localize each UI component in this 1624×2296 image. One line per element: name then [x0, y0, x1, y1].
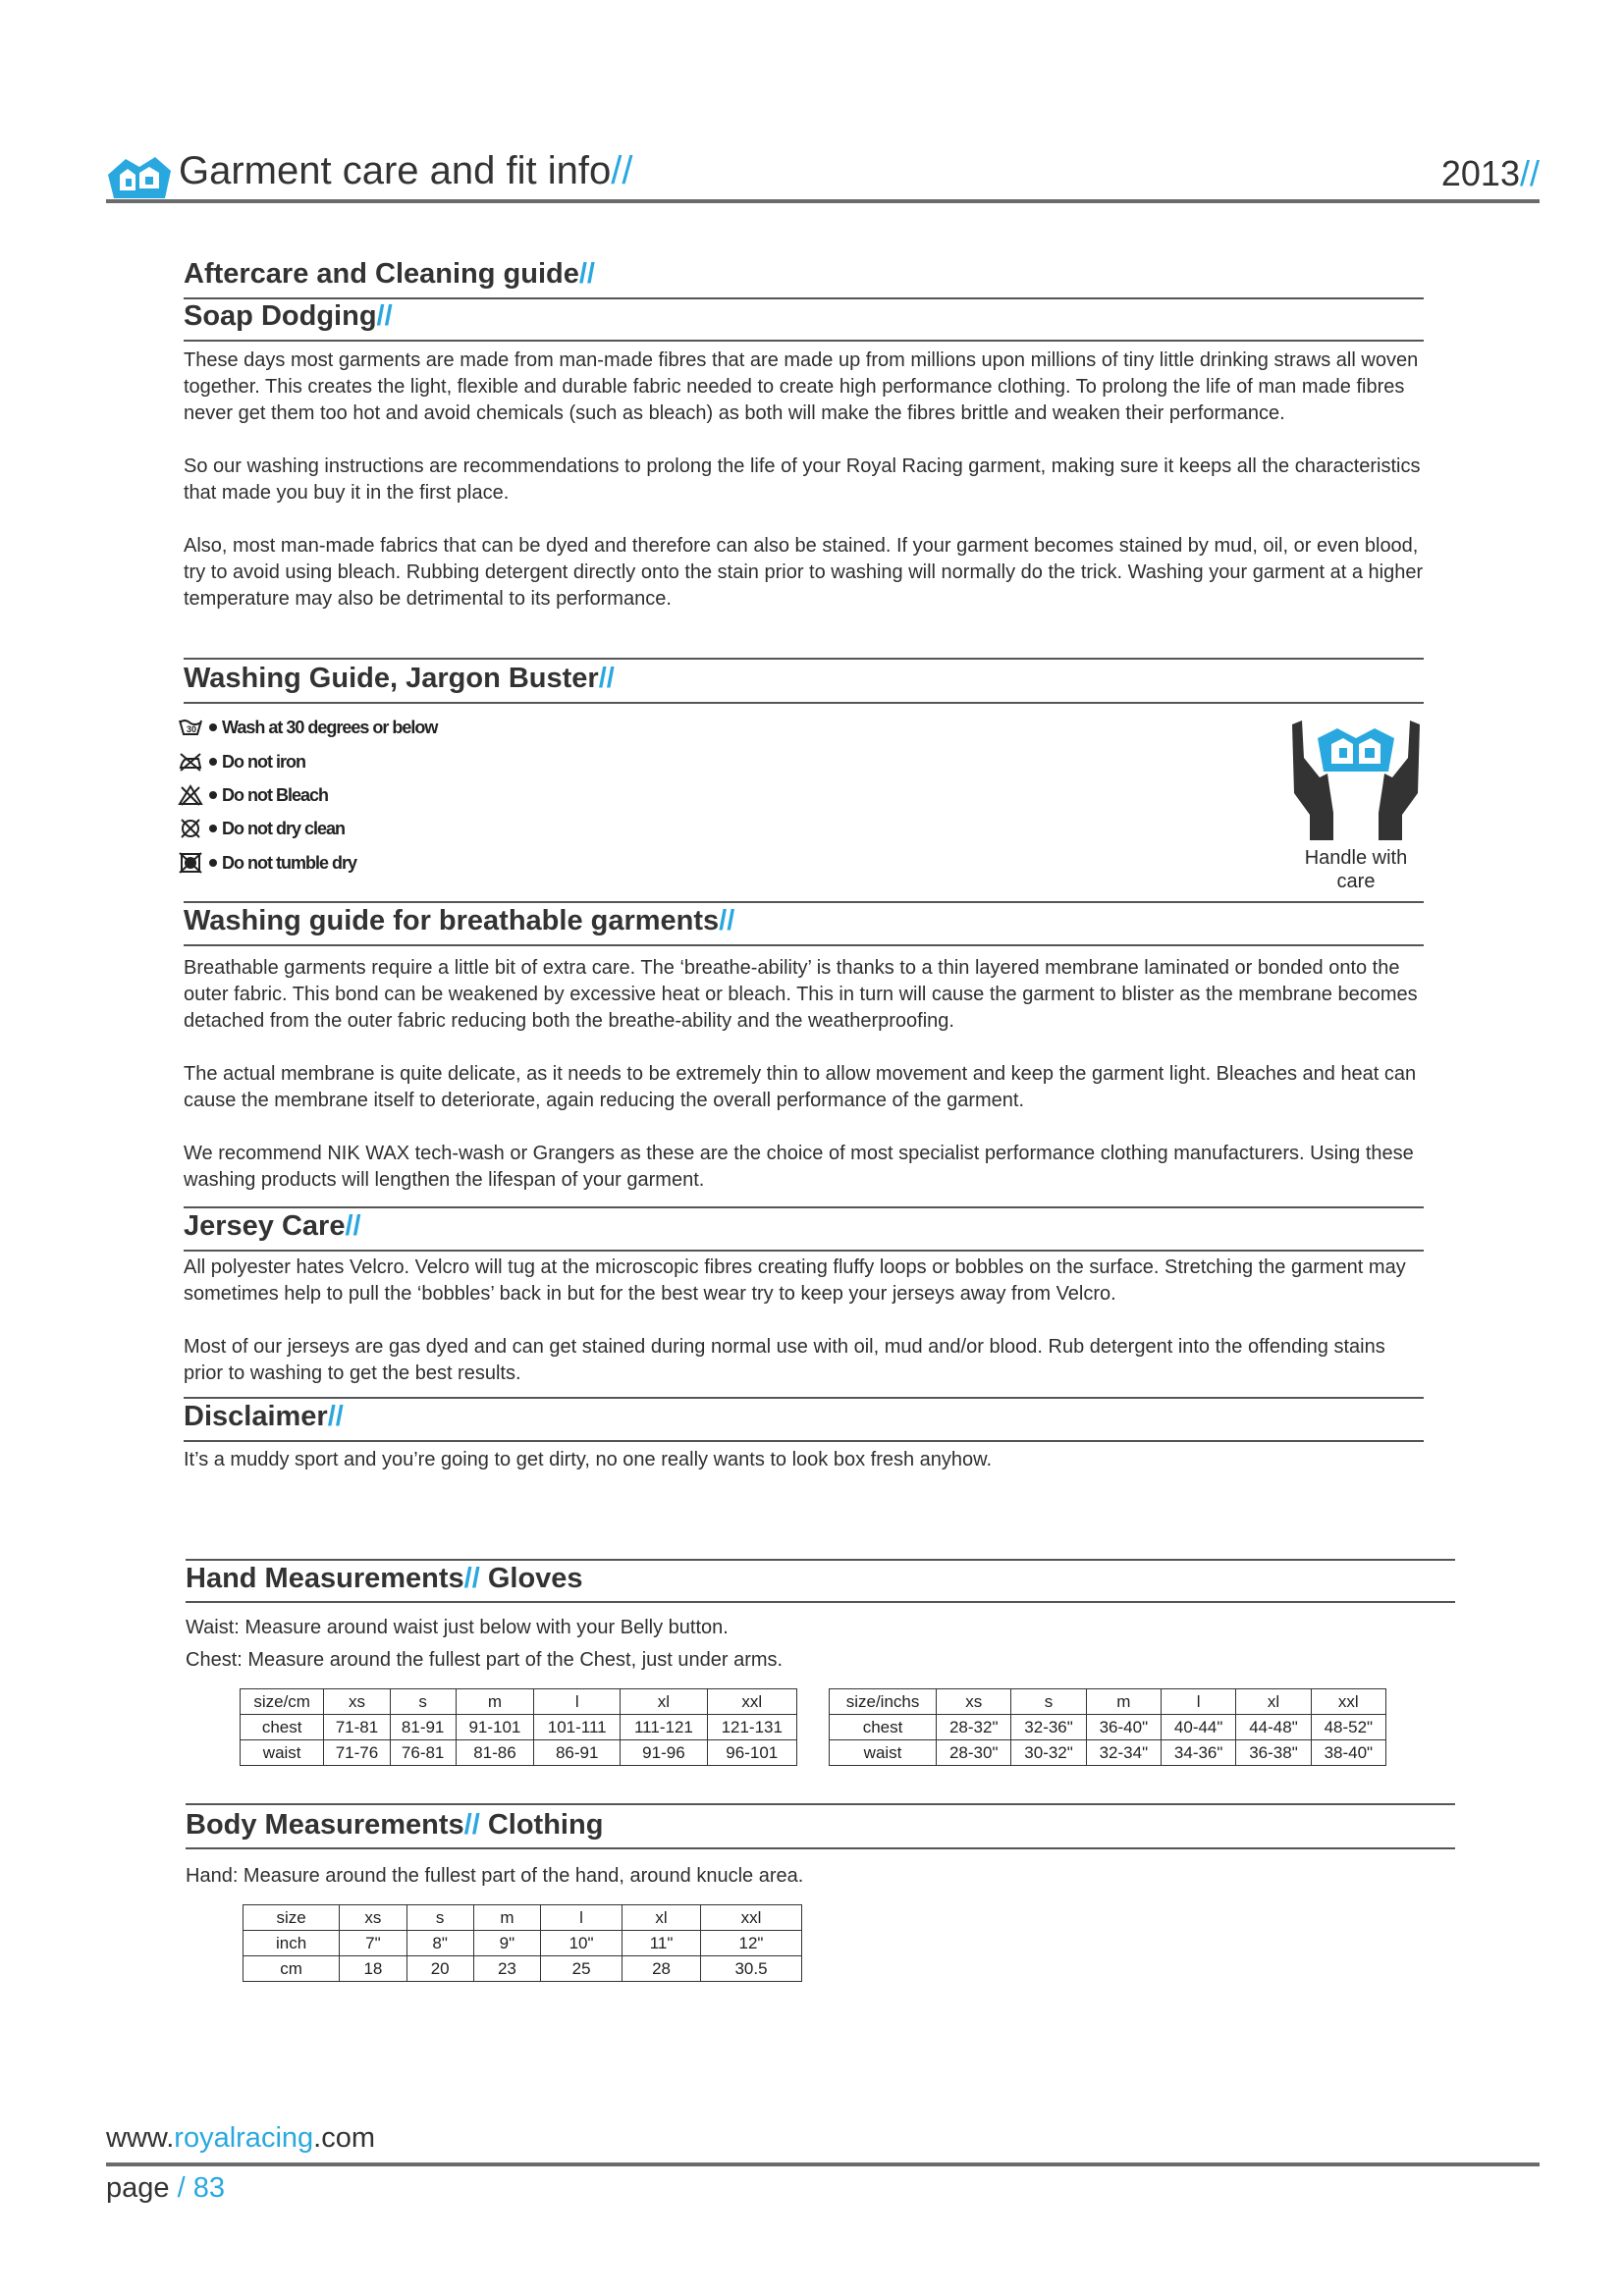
table-cell: m — [1086, 1689, 1161, 1715]
page-year: 2013// — [1440, 153, 1540, 193]
table-cell: 71-81 — [324, 1715, 390, 1740]
table-cell: 44-48" — [1236, 1715, 1311, 1740]
table-cell: 101-111 — [534, 1715, 621, 1740]
table-cell: 121-131 — [707, 1715, 796, 1740]
table-cell: waist — [241, 1740, 324, 1766]
table-cell: chest — [830, 1715, 937, 1740]
footer-url: www.royalracing.com — [106, 2122, 375, 2154]
table-row — [241, 1740, 797, 1766]
no-iron-item: Do not iron — [178, 747, 305, 776]
svg-text:30: 30 — [187, 724, 197, 734]
table-cell: 18 — [340, 1956, 406, 1982]
table-cell: 28 — [623, 1956, 701, 1982]
paragraph: Most of our jerseys are gas dyed and can get stained during normal use with oil, mud and/or blood. Rub detergent into the offending stains prior to washing to get the best results. — [184, 1336, 1385, 1384]
wash-30-item: 30 Wash at 30 degrees or below — [178, 713, 437, 742]
bullet-icon — [209, 791, 217, 799]
divider — [184, 1397, 1424, 1399]
divider — [184, 1440, 1424, 1442]
paragraph: So our washing instructions are recommendations to prolong the life of your Royal Racing garment, making sure it keeps all the characteristics that made you buy it in the first place. — [184, 455, 1421, 504]
divider — [184, 1206, 1424, 1208]
table-cell: s — [390, 1689, 456, 1715]
table-cell: 9" — [473, 1931, 540, 1956]
table-cell: l — [534, 1689, 621, 1715]
table-cell: l — [541, 1905, 623, 1931]
table-cell: 48-52" — [1311, 1715, 1385, 1740]
table-cell: 111-121 — [621, 1715, 707, 1740]
table-cell: 10" — [541, 1931, 623, 1956]
paragraph: The actual membrane is quite delicate, as it needs to be extremely thin to allow movement and keep the garment light. Bleaches and heat can cause the membrane itself to deteriorate, again reducing the overall performance of the garment. — [184, 1063, 1417, 1111]
divider — [186, 1847, 1455, 1849]
table-cell: xl — [1236, 1689, 1311, 1715]
table-cell: 96-101 — [707, 1740, 796, 1766]
no-bleach-icon — [178, 784, 203, 806]
table-cell: 20 — [406, 1956, 473, 1982]
wash-30-icon — [178, 717, 203, 738]
table-cell: s — [1011, 1689, 1086, 1715]
table-row — [830, 1715, 1386, 1740]
jersey-body — [184, 1255, 1424, 1414]
page-header — [106, 147, 1540, 200]
body-measurements-heading: Body Measurements// Clothing — [186, 1809, 604, 1841]
table-cell: 7" — [340, 1931, 406, 1956]
bullet-icon — [209, 859, 217, 867]
handle-with-care-label: Handle with care — [1304, 847, 1408, 892]
paragraph: Also, most man-made fabrics that can be dyed and therefore can also be stained. If your garment becomes stained by mud, oil, or even blood, try to avoid using bleach. Rubbing detergent directly onto the stain prior to washing will normally do the trick. Washing your garment at a higher temperature may also be detrimental to its performance. — [184, 535, 1424, 610]
table-cell: 86-91 — [534, 1740, 621, 1766]
table-cell: 28-30" — [937, 1740, 1011, 1766]
table-cell: l — [1162, 1689, 1236, 1715]
table-cell: 25 — [541, 1956, 623, 1982]
no-iron-icon — [178, 751, 203, 773]
soap-body — [184, 347, 1424, 639]
table-row — [244, 1931, 802, 1956]
table-cell: 34-36" — [1162, 1740, 1236, 1766]
table-cell: 12" — [701, 1931, 802, 1956]
table-cell: 8" — [406, 1931, 473, 1956]
table-cell: 81-86 — [456, 1740, 533, 1766]
table-cell: inch — [244, 1931, 340, 1956]
hand-instruction: Hand: Measure around the fullest part of the hand, around knucle area. — [186, 1865, 804, 1887]
table-cell: xxl — [1311, 1689, 1385, 1715]
table-cell: 91-101 — [456, 1715, 533, 1740]
table-cell: 38-40" — [1311, 1740, 1385, 1766]
table-row — [244, 1956, 802, 1982]
table-cell: xl — [623, 1905, 701, 1931]
table-cell: waist — [830, 1740, 937, 1766]
size-table-inches — [829, 1688, 1386, 1766]
table-cell: 23 — [473, 1956, 540, 1982]
waist-instruction: Waist: Measure around waist just below with your Belly button. — [186, 1617, 729, 1638]
page-title: Garment care and fit info// — [179, 149, 633, 192]
breathable-body — [184, 955, 1424, 1220]
divider — [184, 944, 1424, 946]
table-cell: size — [244, 1905, 340, 1931]
jersey-heading: Jersey Care// — [184, 1210, 361, 1242]
footer-rule — [106, 2163, 1540, 2166]
breathable-heading: Washing guide for breathable garments// — [184, 905, 735, 936]
divider — [184, 297, 1424, 299]
table-cell: 40-44" — [1162, 1715, 1236, 1740]
no-tumble-dry-icon — [178, 852, 203, 874]
divider — [186, 1559, 1455, 1561]
paragraph: We recommend NIK WAX tech-wash or Grangers as these are the choice of most specialist performance clothing manufacturers. Using these washing products will lengthen the lifespan of your garment. — [184, 1143, 1414, 1191]
table-row — [830, 1740, 1386, 1766]
table-cell: xs — [324, 1689, 390, 1715]
disclaimer-heading: Disclaimer// — [184, 1401, 344, 1432]
paragraph: Breathable garments require a little bit of extra care. The ‘breathe-ability’ is thanks to a thin layered membrane laminated or bonded onto the outer fabric. This bond can be weakened by excessive heat or bleach. This in turn will cause the garment to blister as the membrane becomes detached from the outer fabric reducing both the breathe-ability and the weatherproofing. — [184, 957, 1418, 1032]
table-cell: 32-34" — [1086, 1740, 1161, 1766]
divider — [184, 658, 1424, 660]
bullet-icon — [209, 723, 217, 731]
chest-instruction: Chest: Measure around the fullest part of the Chest, just under arms. — [186, 1649, 784, 1671]
table-row — [241, 1689, 797, 1715]
table-cell: 30.5 — [701, 1956, 802, 1982]
royal-racing-logo-icon — [106, 153, 173, 204]
table-row — [830, 1689, 1386, 1715]
table-cell: 30-32" — [1011, 1740, 1086, 1766]
table-cell: 76-81 — [390, 1740, 456, 1766]
divider — [186, 1803, 1455, 1805]
table-cell: 36-40" — [1086, 1715, 1161, 1740]
table-cell: cm — [244, 1956, 340, 1982]
no-dry-clean-item: Do not dry clean — [178, 814, 345, 843]
divider — [184, 702, 1424, 704]
hand-measurements-heading: Hand Measurements// Gloves — [186, 1563, 583, 1594]
disclaimer-text: It’s a muddy sport and you’re going to get dirty, no one really wants to look box fresh anyhow. — [184, 1449, 993, 1470]
paragraph: All polyester hates Velcro. Velcro will tug at the microscopic fibres creating fluffy loops or bobbles on the surface. Stretching the garment may sometimes help to pull the ‘bobbles’ back in but for the best wear try to keep your jerseys away from Velcro. — [184, 1256, 1406, 1305]
page-number: page / 83 — [106, 2172, 225, 2204]
bullet-icon — [209, 758, 217, 766]
size-table-cm — [240, 1688, 797, 1766]
table-cell: m — [456, 1689, 533, 1715]
aftercare-heading: Aftercare and Cleaning guide// — [184, 258, 595, 290]
bullet-icon — [209, 825, 217, 832]
soap-heading: Soap Dodging// — [184, 300, 393, 332]
table-cell: xxl — [707, 1689, 796, 1715]
washing-guide-heading: Washing Guide, Jargon Buster// — [184, 663, 615, 694]
table-cell: xl — [621, 1689, 707, 1715]
paragraph: These days most garments are made from man-made fibres that are made up from millions upon millions of tiny little drinking straws all woven together. This creates the light, flexible and durable fabric needed to create high performance clothing. To prolong the life of man made fibres never get them too hot and avoid chemicals (such as bleach) as both will make the fibres brittle and weaken their performance. — [184, 349, 1419, 424]
table-cell: xxl — [701, 1905, 802, 1931]
table-cell: chest — [241, 1715, 324, 1740]
table-cell: 11" — [623, 1931, 701, 1956]
no-tumble-dry-item: Do not tumble dry — [178, 848, 356, 878]
header-rule — [106, 199, 1540, 203]
table-cell: 81-91 — [390, 1715, 456, 1740]
table-cell: m — [473, 1905, 540, 1931]
no-bleach-item: Do not Bleach — [178, 780, 328, 810]
divider — [184, 340, 1424, 342]
divider — [184, 901, 1424, 903]
table-row — [244, 1905, 802, 1931]
table-cell: s — [406, 1905, 473, 1931]
divider — [186, 1601, 1455, 1603]
table-cell: size/cm — [241, 1689, 324, 1715]
table-cell: 28-32" — [937, 1715, 1011, 1740]
table-cell: xs — [937, 1689, 1011, 1715]
table-row — [241, 1715, 797, 1740]
size-table-hand — [243, 1904, 802, 1982]
table-cell: 91-96 — [621, 1740, 707, 1766]
divider — [184, 1250, 1424, 1252]
handle-with-care-icon — [1288, 719, 1424, 842]
table-cell: 71-76 — [324, 1740, 390, 1766]
table-cell: 32-36" — [1011, 1715, 1086, 1740]
no-dry-clean-icon — [178, 818, 203, 839]
table-cell: xs — [340, 1905, 406, 1931]
table-cell: 36-38" — [1236, 1740, 1311, 1766]
table-cell: size/inchs — [830, 1689, 937, 1715]
